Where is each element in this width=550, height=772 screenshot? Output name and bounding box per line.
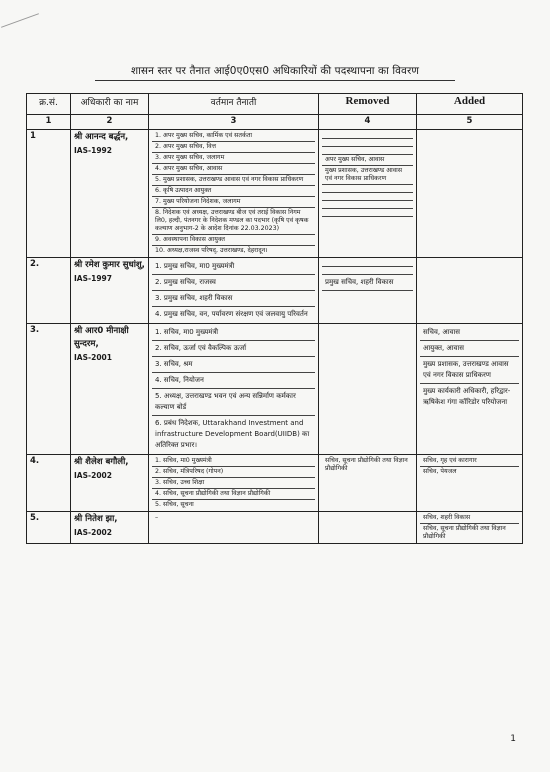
- removed-posting-item: [322, 131, 413, 139]
- current-posting-cell: [149, 324, 319, 455]
- current-posting-item: 1. प्रमुख सचिव, मा0 मुख्यमंत्री: [152, 259, 315, 275]
- removed-posting-item: [322, 193, 413, 201]
- header-removed: Removed: [319, 94, 417, 115]
- removed-posting-item: [322, 259, 413, 267]
- current-posting-item: 2. सचिव, ऊर्जा एवं वैकल्पिक ऊर्जा: [152, 341, 315, 357]
- removed-posting-item: [322, 267, 413, 275]
- removed-posting-cell: [319, 455, 417, 512]
- current-posting-item: 3. सचिव, श्रम: [152, 357, 315, 373]
- header-current-posting: वर्तमान तैनाती: [149, 94, 319, 115]
- current-posting-cell: [149, 258, 319, 324]
- table-row: [27, 455, 523, 512]
- added-posting-item: सचिव, पेयजल: [423, 468, 457, 475]
- current-posting-item: 6. कृषि उत्पादन आयुक्त: [152, 186, 315, 197]
- added-posting-cell: [417, 455, 523, 512]
- table-row: [27, 130, 523, 258]
- header-officer-name: अधिकारी का नाम: [71, 94, 149, 115]
- postings-table: [26, 93, 523, 544]
- removed-posting-cell: [319, 130, 417, 258]
- added-posting-item: सचिव, आवास: [420, 325, 519, 341]
- added-posting-cell: [417, 324, 523, 455]
- current-posting-item: 2. सचिव, मंत्रिपरिषद (गोपन): [152, 467, 315, 478]
- current-posting-item: 4. प्रमुख सचिव, वन, पर्यावरण संरक्षण एवं जलवायु परिवर्तन: [155, 310, 308, 318]
- current-posting-item: 8. निदेशक एवं अध्यक्ष, उत्तराखण्ड बीज एवं तराई विकास निगम लि0, हल्दी, पंतनगर के निदेशक मण्डल का पदभार (कृषि एवं कृषक कल्याण अनुभाग-2 के आदेश दिनांक 22.03.2023): [152, 208, 315, 235]
- removed-posting-item: प्रमुख सचिव, शहरी विकास: [322, 275, 413, 291]
- officer-name-cell: [71, 512, 149, 544]
- removed-posting-item: सचिव, सूचना प्रौद्योगिकी तथा विज्ञान प्रौद्योगिकी: [325, 457, 408, 472]
- officer-cadre: IAS-1992: [74, 146, 112, 155]
- header-added: Added: [417, 94, 523, 115]
- current-posting-item: 1. सचिव, मा0 मुख्यमंत्री: [152, 325, 315, 341]
- officer-name-cell: [71, 258, 149, 324]
- officer-name: श्री रमेश कुमार सुधांशु,: [74, 260, 145, 270]
- removed-posting-item: [322, 185, 413, 193]
- added-posting-item: आयुक्त, आवास: [420, 341, 519, 357]
- current-posting-item: 6. प्रबंध निदेशक, Uttarakhand Investment and infrastructure Development Board(UIIDB) का अतिरिक्त प्रभार।: [155, 419, 310, 449]
- officer-name: श्री आर0 मीनाक्षी सुन्दरम,: [74, 326, 129, 349]
- current-posting-cell: [149, 455, 319, 512]
- current-posting-item: 3. सचिव, उच्च शिक्षा: [152, 478, 315, 489]
- table-row: [27, 258, 523, 324]
- current-posting-cell: [149, 130, 319, 258]
- current-posting-item: 4. सचिव, सूचना प्रौद्योगिकी तथा विज्ञान प्रौद्योगिकी: [152, 489, 315, 500]
- current-posting-item: 3. प्रमुख सचिव, शहरी विकास: [152, 291, 315, 307]
- removed-posting-item: [322, 147, 413, 155]
- removed-posting-item: [322, 139, 413, 147]
- added-posting-cell: [417, 130, 523, 258]
- serial-number: 1: [27, 130, 71, 258]
- removed-posting-item: [322, 209, 413, 217]
- current-posting-item: 1. सचिव, मा0 मुख्यमंत्री: [152, 456, 315, 467]
- officer-name: श्री नितेश झा,: [74, 514, 118, 524]
- added-posting-cell: [417, 512, 523, 544]
- current-posting-item: 3. अपर मुख्य सचिव, जलागम: [152, 153, 315, 164]
- officer-cadre: IAS-2002: [74, 471, 112, 480]
- column-number: 5: [417, 115, 523, 130]
- current-posting-item: 1. अपर मुख्य सचिव, कार्मिक एवं सतर्कता: [152, 131, 315, 142]
- current-posting-item: 7. मुख्य परियोजना निदेशक, जलागम: [152, 197, 315, 208]
- added-posting-cell: [417, 258, 523, 324]
- removed-posting-item: [322, 201, 413, 209]
- serial-number: 2.: [27, 258, 71, 324]
- current-posting-item: –: [155, 514, 159, 521]
- current-posting-item: 4. अपर मुख्य सचिव, आवास: [152, 164, 315, 175]
- added-posting-item: सचिव, गृह एवं कारागार: [420, 456, 519, 467]
- current-posting-item: 2. अपर मुख्य सचिव, वित्त: [152, 142, 315, 153]
- officer-cadre: IAS-1997: [74, 274, 112, 283]
- column-number: 2: [71, 115, 149, 130]
- current-posting-item: 10. अध्यक्ष,राजस्व परिषद्, उत्तराखण्ड, देहरादून।: [155, 247, 268, 254]
- removed-posting-item: [322, 217, 413, 225]
- scan-mark: [1, 13, 39, 28]
- column-number: 3: [149, 115, 319, 130]
- officer-name-cell: [71, 130, 149, 258]
- serial-number: 5.: [27, 512, 71, 544]
- removed-posting-cell: [319, 324, 417, 455]
- column-number: 4: [319, 115, 417, 130]
- table-row: [27, 512, 523, 544]
- officer-name: श्री शैलेश बगौली,: [74, 457, 129, 467]
- officer-cadre: IAS-2002: [74, 528, 112, 537]
- current-posting-cell: [149, 512, 319, 544]
- current-posting-item: 9. अवस्थापना विकास आयुक्त: [152, 235, 315, 246]
- header-row: [27, 94, 523, 115]
- current-posting-item: 5. अध्यक्ष, उत्तराखण्ड भवन एवं अन्य सन्निर्माण कर्मकार कल्याण बोर्ड: [152, 389, 315, 416]
- officer-cadre: IAS-2001: [74, 353, 112, 362]
- officer-name-cell: [71, 324, 149, 455]
- serial-number: 3.: [27, 324, 71, 455]
- added-posting-item: सचिव, शहरी विकास: [420, 513, 519, 524]
- added-posting-item: सचिव, सूचना प्रौद्योगिकी तथा विज्ञान प्रौद्योगिकी: [423, 525, 506, 540]
- removed-posting-item: अपर मुख्य सचिव, आवास: [322, 155, 413, 166]
- current-posting-item: 5. सचिव, सूचना: [155, 501, 194, 508]
- removed-posting-item: [322, 291, 413, 299]
- removed-posting-cell: [319, 258, 417, 324]
- column-number: 1: [27, 115, 71, 130]
- added-posting-item: मुख्य कार्यकारी अधिकारी, हरिद्वार-ऋषिकेश गंगा कॉरिडोर परियोजना: [423, 387, 511, 406]
- officer-name-cell: [71, 455, 149, 512]
- page-title: शासन स्तर पर तैनात आई0ए0एस0 अधिकारियों की पदस्थापना का विवरण: [0, 64, 550, 81]
- current-posting-item: 4. सचिव, नियोजन: [152, 373, 315, 389]
- column-number-row: [27, 115, 523, 130]
- removed-posting-item: मुख्य प्रशासक, उत्तराखण्ड आवास एवं नगर विकास प्राधिकरण: [322, 166, 413, 185]
- current-posting-item: 5. मुख्य प्रशासक, उत्तराखण्ड आवास एवं नगर विकास प्राधिकरण: [152, 175, 315, 186]
- removed-posting-cell: [319, 512, 417, 544]
- header-serial: क्र.सं.: [27, 94, 71, 115]
- serial-number: 4.: [27, 455, 71, 512]
- officer-name: श्री आनन्द बर्द्धन,: [74, 132, 129, 142]
- table-row: [27, 324, 523, 455]
- added-posting-item: मुख्य प्रशासक, उत्तराखण्ड आवास एवं नगर विकास प्राधिकरण: [420, 357, 519, 384]
- page-number: 1: [510, 734, 516, 744]
- current-posting-item: 2. प्रमुख सचिव, राजस्व: [152, 275, 315, 291]
